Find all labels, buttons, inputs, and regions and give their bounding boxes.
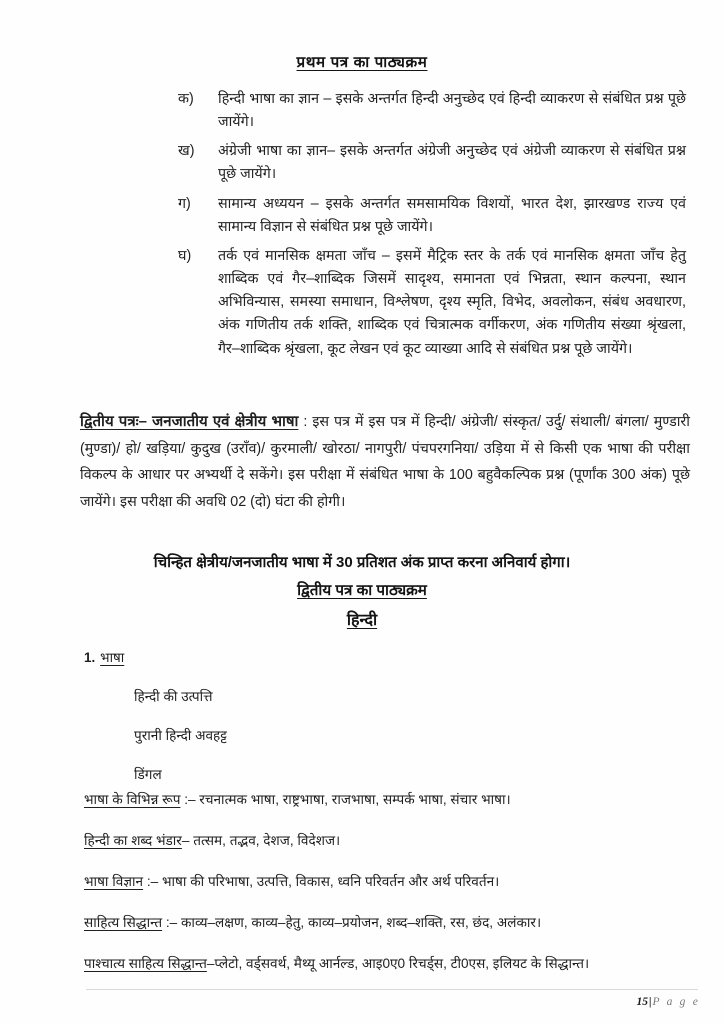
topic-line [84, 912, 696, 931]
topic-lines [84, 789, 696, 994]
footer-divider [86, 989, 698, 990]
topic-line-rest: –प्लेटो, वर्ड्सवर्थ, मैथ्यू आर्नल्ड, आइ0ए0 रिचर्ड्स, टी0एस, इलियट के सिद्धान्त। [206, 956, 590, 971]
topic-line-head: पाश्चात्य साहित्य सिद्धान्त [84, 956, 207, 971]
lettered-list [178, 88, 686, 367]
footer-separator: | [649, 996, 652, 1008]
second-syllabus-title-text: द्वितीय पत्र का पाठ्यक्रम [297, 582, 427, 599]
topic-line [84, 789, 696, 808]
list-item [178, 193, 686, 239]
topic-line [84, 953, 696, 972]
topic-line [84, 830, 696, 849]
page-footer [637, 996, 701, 1008]
numbered-section-index: 1. [84, 650, 96, 665]
topic-line-rest: – तत्सम, तद्भव, देशज, विदेशज। [181, 833, 341, 848]
footer-page-number: 15 [636, 996, 648, 1008]
topic-line [84, 871, 696, 890]
list-item-text: सामान्य अध्ययन – इसके अन्तर्गत समसामयिक विशयों, भारत देश, झारखण्ड राज्य एवं सामान्य विज्ञान से संबंधित प्रश्न पूछे जायेंगे। [218, 195, 686, 235]
topic-line-rest: :– रचनात्मक भाषा, राष्ट्रभाषा, राजभाषा, सम्पर्क भाषा, संचार भाषा। [180, 792, 511, 807]
list-item-text: हिन्दी भाषा का ज्ञान – इसके अन्तर्गत हिन्दी अनुच्छेद एवं हिन्दी व्याकरण से संबंधित प्रश्न पूछे जायेंगे। [218, 91, 686, 131]
language-title [0, 608, 724, 630]
list-item-text: तर्क एवं मानसिक क्षमता जाँच – इसमें मैट्रिक स्तर के तर्क एवं मानसिक क्षमता जाँच हेतु शाब्दिक एवं गैर–शाब्दिक जिसमें सादृश्य, समानता एवं भिन्नता, स्थान कल्पना, स्थान अभिविन्यास, समस्या समाधान, विश्लेषण, दृश्य स्मृति, विभेद, अवलोकन, संबंध अवधारण, अंक गणितीय तर्क शक्ति, शाब्दिक एवं चित्रात्मक वर्गीकरण, अंक गणितीय संख्या श्रृंखला, गैर–शाब्दिक श्रृंखला, कूट लेखन एवं कूट व्याख्या आदि से संबंधित प्रश्न पूछे जायेंगे। [218, 247, 686, 357]
numbered-section [84, 648, 694, 783]
sub-item: हिन्दी की उत्पत्ति [134, 689, 213, 704]
topic-line-head: भाषा विज्ञान [84, 874, 144, 889]
numbered-section-label: भाषा [100, 650, 125, 665]
topic-line-head: भाषा के विभिन्न रूप [84, 792, 181, 807]
sub-item: डिंगल [134, 767, 162, 782]
page-title [0, 52, 724, 72]
topic-line-rest: :– काव्य–लक्षण, काव्य–हेतु, काव्य–प्रयोजन, शब्द–शक्ति, रस, छंद, अलंकार। [162, 915, 542, 930]
list-item-marker: क) [178, 91, 194, 107]
sub-item: पुरानी हिन्दी अवहट्ट [134, 728, 227, 743]
topic-line-head: साहित्य सिद्धान्त [84, 915, 163, 930]
numbered-section-heading [84, 648, 694, 666]
list-item-marker: ग) [178, 195, 191, 212]
list-item-text: अंग्रेजी भाषा का ज्ञान– इसके अन्तर्गत अंग्रेजी अनुच्छेद एवं अंग्रेजी व्याकरण से संबंधित प्रश्न पूछे जायेंगे। [218, 143, 686, 183]
topic-line-rest: :– भाषा की परिभाषा, उत्पत्ति, विकास, ध्वनि परिवर्तन और अर्थ परिवर्तन। [143, 874, 500, 889]
second-paper-body: : इस पत्र में इस पत्र में हिन्दी/ अंग्रेजी/ संस्कृत/ उर्दु/ संथाली/ बंगला/ मुण्डारी (मुण्डा)/ हो/ खड़िया/ कुदुख (उराँव)/ कुरमाली/ खोरठा/ नागपुरी/ पंचपरगनिया/ उड़िया में से किसी एक भाषा की परीक्षा विकल्प के आधार पर अभ्यर्थी दे सकेंगे। इस परीक्षा में संबंधित भाषा के 100 बहुवैकल्पिक प्रश्न (पूर्णांक 300 अंक) पूछे जायेंगे। इस परीक्षा की अवधि 02 (दो) घंटा की होगी। [80, 414, 690, 511]
list-item [178, 140, 686, 186]
list-item-marker: ख) [178, 143, 195, 160]
list-item-marker: घ) [178, 247, 192, 264]
second-paper-paragraph [80, 408, 690, 516]
topic-line-head: हिन्दी का शब्द भंडार [84, 833, 182, 848]
second-paper-lead: द्वितीय पत्रः– जनजातीय एवं क्षेत्रीय भाषा [80, 413, 299, 430]
footer-page-word: P a g e [652, 996, 700, 1008]
page-title-text: प्रथम पत्र का पाठ्यक्रम [296, 54, 428, 71]
list-item [178, 245, 686, 361]
list-item [178, 88, 686, 134]
second-syllabus-title [0, 580, 724, 600]
language-title-text: हिन्दी [346, 612, 378, 629]
mandatory-note: चिन्हित क्षेत्रीय/जनजातीय भाषा में 30 प्रतिशत अंक प्राप्त करना अनिवार्य होगा। [153, 554, 571, 571]
